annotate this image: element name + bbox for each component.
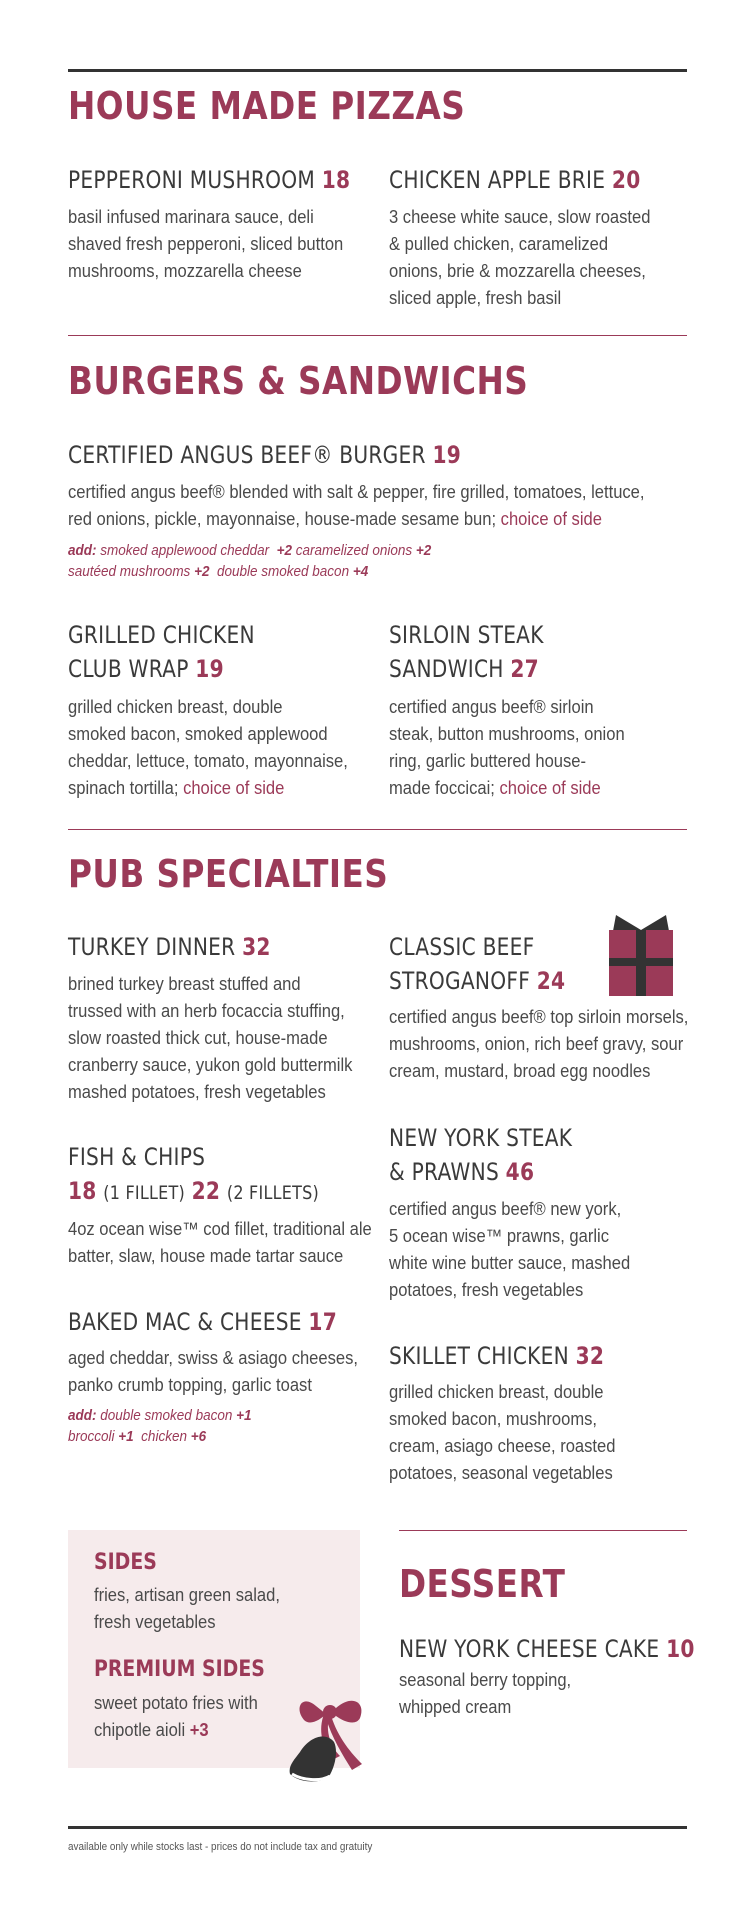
sides-title: SIDES [94,1550,157,1575]
addons-angus-burger: add: smoked applewood cheddar +2 caramelized onions +2 sautéed mushrooms +2 double smoked bacon +4 [68,542,432,580]
item-title-beef-stroganoff: CLASSIC BEEF STROGANOFF 24 [389,933,566,995]
price: 32 [242,933,271,961]
section-title-dessert: DESSERT [399,1562,566,1606]
desc-baked-mac-cheese: aged cheddar, swiss & asiago cheeses, panko crumb topping, garlic toast [68,1348,358,1395]
item-title-ny-cheese-cake: NEW YORK CHEESE CAKE 10 [399,1635,695,1663]
price: +3 [189,1720,209,1740]
item-title-angus-burger: CERTIFIED ANGUS BEEF® BURGER 19 [68,441,462,469]
item-title-chicken-apple-brie: CHICKEN APPLE BRIE 20 [389,166,641,194]
section-title-pub-specialties: PUB SPECIALTIES [68,852,389,896]
divider [68,829,687,830]
item-title-fish-and-chips: FISH & CHIPS 18 (1 FILLET) 22 (2 FILLETS) [68,1143,319,1205]
section-title-pizzas: HOUSE MADE PIZZAS [68,84,466,128]
desc-chicken-club-wrap: grilled chicken breast, double smoked bacon, smoked applewood cheddar, lettuce, tomato, mayonnaise, spinach tortilla; choice of side [68,697,348,798]
premium-sides-title: PREMIUM SIDES [94,1657,265,1682]
price: 46 [505,1158,535,1186]
desc-skillet-chicken: grilled chicken breast, double smoked bacon, mushrooms, cream, asiago cheese, roasted potatoes, seasonal vegetables [389,1382,616,1483]
item-title-chicken-club-wrap: GRILLED CHICKEN CLUB WRAP 19 [68,621,255,683]
sides-desc: fries, artisan green salad, fresh vegetables [94,1585,280,1632]
gift-icon [606,912,676,998]
addons-baked-mac-cheese: add: double smoked bacon +1 broccoli +1 chicken +6 [68,1407,252,1445]
desc-chicken-apple-brie: 3 cheese white sauce, slow roasted & pulled chicken, caramelized onions, brie & mozzarella cheeses, sliced apple, fresh basil [389,207,651,308]
item-title-skillet-chicken: SKILLET CHICKEN 32 [389,1342,605,1370]
price: 22 [191,1177,221,1205]
section-title-burgers: BURGERS & SANDWICHS [68,359,529,403]
price: 18 [321,166,351,194]
premium-sides-desc: sweet potato fries with chipotle aioli +3 [94,1693,258,1740]
divider [68,335,687,336]
price: 24 [536,967,566,995]
desc-pepperoni: basil infused marinara sauce, deli shaved fresh pepperoni, sliced button mushrooms, mozzarella cheese [68,207,344,281]
price: 19 [432,441,462,469]
choice-of-side-link[interactable]: choice of side [499,778,601,798]
item-title-turkey-dinner: TURKEY DINNER 32 [68,933,271,961]
desc-sirloin-steak-sandwich: certified angus beef® sirloin steak, button mushrooms, onion ring, garlic buttered house- made foccicai; choice of side [389,697,625,798]
top-rule [68,69,687,72]
price: 17 [308,1308,337,1336]
price: 19 [195,655,224,683]
desc-angus-burger: certified angus beef® blended with salt & pepper, fire grilled, tomatoes, lettuce, red onions, pickle, mayonnaise, house-made sesame bun; choice of side [68,482,645,529]
desc-ny-steak-prawns: certified angus beef® new york, 5 ocean wise™ prawns, garlic white wine butter sauce, mashed potatoes, fresh vegetables [389,1199,631,1300]
item-title-ny-steak-prawns: NEW YORK STEAK & PRAWNS 46 [389,1124,573,1186]
divider [399,1530,687,1531]
price: 18 [68,1177,97,1205]
footer-note: available only while stocks last - prices do not include tax and gratuity [68,1841,373,1853]
choice-of-side-link[interactable]: choice of side [500,509,602,529]
price: 10 [666,1635,695,1663]
price: 20 [611,166,641,194]
desc-ny-cheese-cake: seasonal berry topping, whipped cream [399,1670,572,1717]
desc-fish-and-chips: 4oz ocean wise™ cod fillet, traditional ale batter, slaw, house made tartar sauce [68,1219,372,1266]
price: 32 [575,1342,605,1370]
price: 27 [510,655,539,683]
bell-icon [286,1690,394,1790]
item-title-sirloin-steak-sandwich: SIRLOIN STEAK SANDWICH 27 [389,621,544,683]
desc-beef-stroganoff: certified angus beef® top sirloin morsels, mushrooms, onion, rich beef gravy, sour cream, mustard, broad egg noodles [389,1007,689,1081]
choice-of-side-link[interactable]: choice of side [183,778,285,798]
item-title-baked-mac-cheese: BAKED MAC & CHEESE 17 [68,1308,337,1336]
item-title-pepperoni: PEPPERONI MUSHROOM 18 [68,166,351,194]
desc-turkey-dinner: brined turkey breast stuffed and trussed with an herb focaccia stuffing, slow roasted thick cut, house-made cranberry sauce, yukon gold buttermilk mashed potatoes, fresh vegetables [68,974,353,1102]
bottom-rule [68,1826,687,1829]
